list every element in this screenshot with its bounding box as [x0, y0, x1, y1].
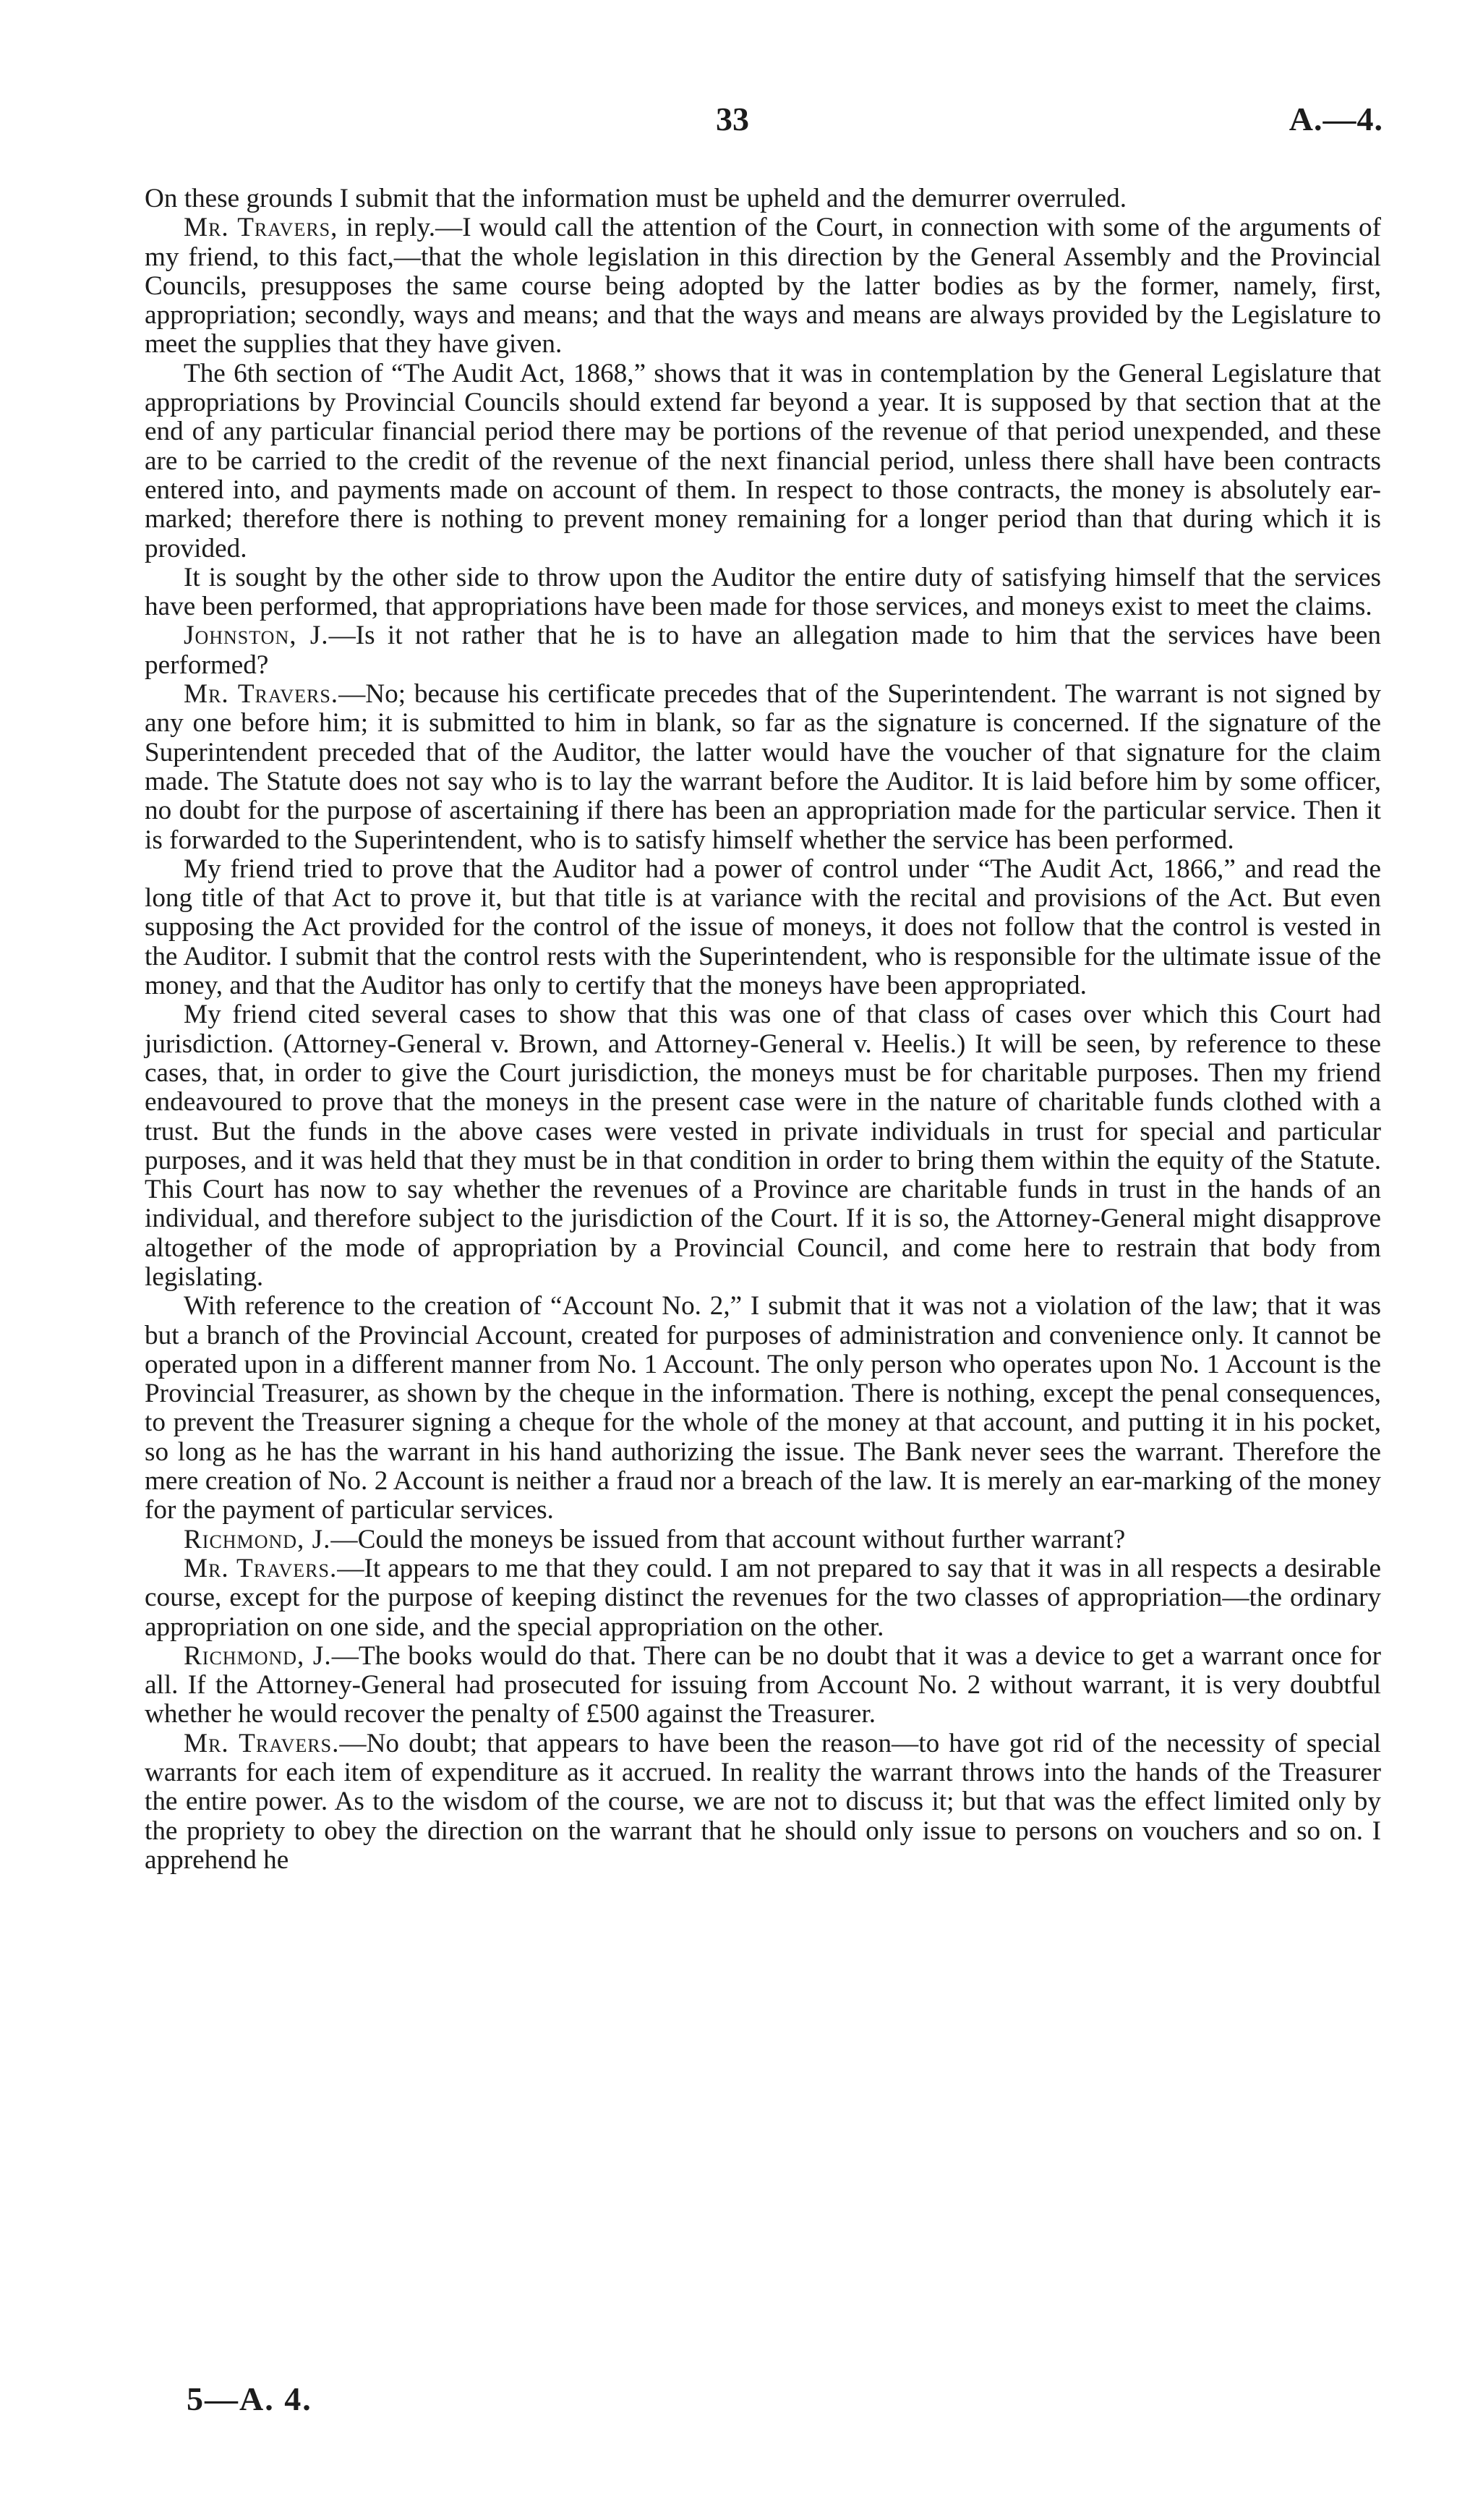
paragraph [145, 855, 1381, 1000]
paragraph-text: —Could the moneys be issued from that account without further warrant? [330, 1524, 1126, 1554]
paragraph-text: My friend tried to prove that the Auditor had a power of control under “The Audit Act, 1866,” and read the long title of that Act to prove it, but that title is at variance with the recital and provisions of the Act. But even supposing the Act provided for the control of the issue of moneys, it does not follow that the control is vested in the Auditor. I submit that the control rests with the Superintendent, who is responsible for the ultimate issue of the money, and that the Auditor has only to certify that the moneys have been appropriated. [145, 854, 1381, 1001]
page-number: 33 [716, 101, 749, 137]
body-text [145, 184, 1381, 1875]
printer-signature: 5—A. 4. [187, 2380, 312, 2417]
paragraph [145, 1000, 1381, 1292]
speaker-name: Johnston, J. [184, 621, 329, 651]
paragraph [145, 1642, 1381, 1729]
paragraph-text: —The books would do that. There can be no doubt that it was a device to get a warrant once for all. If the Attorney-General had prosecuted for issuing from Account No. 2 without warrant, it is very doubtful whether he would recover the penalty of £500 against the Treasurer. [145, 1640, 1381, 1729]
paragraph-text: —No doubt; that appears to have been the reason—to have got rid of the necessity of special warrants for each item of expenditure as it accrued. In reality the warrant throws into the hands of the Treasurer the entire power. As to the wisdom of the course, we are not to discuss it; but that was the effect limited only by the propriety to obey the direction on the warrant that he should only issue to persons on vouchers and so on. I apprehend he [145, 1728, 1381, 1875]
paragraph-text: With reference to the creation of “Account No. 2,” I submit that it was not a violation of the law; that it was but a branch of the Provincial Account, created for purposes of administration and convenience only. It cannot be operated upon in a different manner from No. 1 Account. The only person who operates upon No. 1 Account is the Provincial Treasurer, as shown by the cheque in the information. There is nothing, except the penal consequences, to prevent the Treasurer signing a cheque for the whole of the money at that account, and putting it in his pocket, so long as he has the warrant in his hand authorizing the issue. The Bank never sees the warrant. Therefore the mere creation of No. 2 Account is neither a fraud nor a breach of the law. It is merely an ear-marking of the money for the payment of particular services. [145, 1291, 1381, 1525]
speaker-name: Mr. Travers. [184, 1728, 340, 1758]
paragraph-text: in reply.—I would call the attention of the Court, in connection with some of the arguments of my friend, to this fact,—that the whole legislation in this direction by the General Assembly and the Provincial Councils, presupposes the same course being adopted by the latter bodies as by the former, namely, first, appropriation; secondly, ways and means; and that the ways and means are always provided by the Legislature to meet the supplies that they have given. [145, 213, 1381, 359]
paragraph-text: —Is it not rather that he is to have an allegation made to him that the services have been performed? [145, 621, 1381, 680]
paragraph [145, 563, 1381, 622]
document-reference: A.—4. [1289, 101, 1383, 137]
speaker-name: Mr. Travers. [184, 679, 339, 710]
paragraph [145, 184, 1381, 213]
paragraph [145, 1292, 1381, 1525]
paragraph [145, 1554, 1381, 1642]
paragraph [145, 213, 1381, 359]
paragraph [145, 680, 1381, 855]
paragraph-text: It is sought by the other side to throw upon the Auditor the entire duty of satisfying himself that the services have been performed, that appropriations have been made for those services, and moneys exist to meet the claims. [145, 562, 1381, 622]
page-header [0, 100, 1470, 150]
speaker-name: Richmond, J. [184, 1524, 331, 1554]
paragraph-text: —No; because his certificate precedes that of the Superintendent. The warrant is not signed by any one before him; it is submitted to him in blank, so far as the signature is concerned. If the signature of the Superintendent preceded that of the Auditor, the latter would have the voucher of that signature for the claim made. The Statute does not say who is to lay the warrant before the Auditor. It is laid before him by some officer, no doubt for the purpose of ascertaining if there has been an appropriation made for the particular service. Then it is forwarded to the Superintendent, who is to satisfy himself whether the service has been performed. [145, 679, 1381, 855]
paragraph [145, 621, 1381, 680]
paragraph-text: The 6th section of “The Audit Act, 1868,” shows that it was in contemplation by the General Legislature that appropriations by Provincial Councils should extend far beyond a year. It is supposed by that section that at the end of any particular financial period there may be portions of the revenue of that period unexpended, and these are to be carried to the credit of the revenue of the next financial period, unless there shall have been contracts entered into, and payments made on account of them. In respect to those contracts, the money is absolutely ear-marked; therefore there is nothing to prevent money remaining for a longer period than that during which it is provided. [145, 358, 1381, 563]
paragraph [145, 1525, 1381, 1554]
paragraph-text: My friend cited several cases to show that this was one of that class of cases over which this Court had jurisdiction. (Attorney-General v. Brown, and Attorney-General v. Heelis.) It will be seen, by reference to these cases, that, in order to give the Court jurisdiction, the moneys must be for charitable purposes. Then my friend endeavoured to prove that the moneys in the present case were in the nature of charitable funds clothed with a trust. But the funds in the above cases were vested in private individuals in trust for special and particular purposes, and it was held that they must be in that condition in order to bring them within the equity of the Statute. This Court has now to say whether the revenues of a Province are charitable funds in trust in the hands of an individual, and therefore subject to the jurisdiction of the Court. If it is so, the Attorney-General might disapprove altogether of the mode of appropriation by a Provincial Council, and come here to restrain that body from legislating. [145, 1000, 1381, 1292]
paragraph-text: —It appears to me that they could. I am not prepared to say that it was in all respects a desirable course, except for the purpose of keeping distinct the revenues for the two classes of appropriation—the ordinary appropriation on one side, and the special appropriation on the other. [145, 1553, 1381, 1642]
speaker-name: Mr. Travers. [184, 1553, 338, 1583]
paragraph [145, 359, 1381, 563]
speaker-name: Richmond, J. [184, 1640, 332, 1671]
speaker-name: Mr. Travers, [184, 213, 338, 243]
paragraph-text: On these grounds I submit that the information must be upheld and the demurrer overruled. [145, 184, 1127, 213]
paragraph [145, 1729, 1381, 1875]
